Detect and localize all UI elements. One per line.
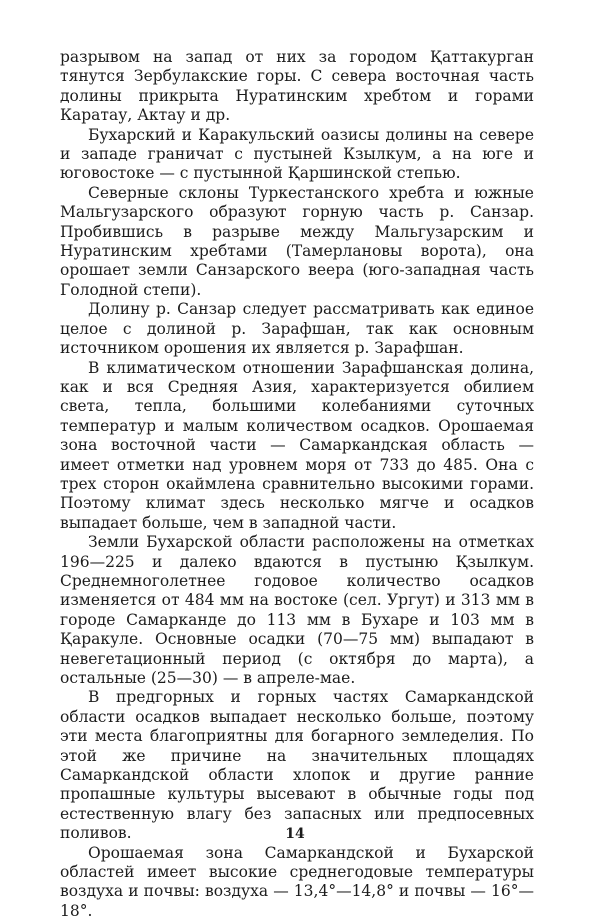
paragraph-2: Бухарский и Каракульский оазисы долины на севере и западе граничат с пустыней Кзылкум, а на юге и юговостоке — с пустынной Қаршинской степью. bbox=[60, 125, 534, 183]
paragraph-6: Земли Бухарской области расположены на отметках 196—225 и далеко вдаются в пустыню Қзылкум. Среднемноголетнее годовое количество осадков изменяется от 484 мм на востоке (сел. Ургут) и 313 мм в городе Самарканде до 113 мм в Бухаре и 103 мм в Қаракуле. Основные осадки (70—75 мм) выпадают в невегетационный период (с октября до марта), а остальные (25—30) — в апреле-мае. bbox=[60, 533, 534, 687]
page-body bbox=[60, 48, 534, 921]
paragraph-7: В предгорных и горных частях Самаркандской области осадков выпадает несколько больше, поэтому эти места благоприятны для богарного земледелия. По этой же причине на значительных площадях Самаркандской области хлопок и другие ранние пропашные культуры высевают в обычные годы под естественную влагу без запасных или предпосевных поливов. bbox=[60, 688, 534, 843]
paragraph-3: Северные склоны Туркестанского хребта и южные Мальгузарского образуют горную часть р. Санзар. Пробившись в разрыве между Мальгузарским и Нуратинским хребтами (Тамерлановы ворота), она орошает земли Санзарского веера (юго-западная часть Голодной степи). bbox=[60, 183, 534, 299]
page-number: 14 bbox=[285, 826, 305, 842]
paragraph-1: разрывом на запад от них за городом Қаттакурган тянутся Зербулакские горы. С севера восточная часть долины прикрыта Нуратинским хребтом и горами Каратау, Актау и др. bbox=[60, 48, 534, 125]
paragraph-8: Орошаемая зона Самаркандской и Бухарской областей имеет высокие среднегодовые температуры воздуха и почвы: воздуха — 13,4°—14,8° и почвы — 16°—18°. bbox=[60, 843, 534, 920]
paragraph-4: Долину р. Санзар следует рассматривать как единое целое с долиной р. Зарафшан, так как основным источником орошения их является р. Зарафшан. bbox=[60, 300, 534, 358]
paragraph-5: В климатическом отношении Зарафшанская долина, как и вся Средняя Азия, характеризуется обилием света, тепла, большими колебаниями суточных температур и малым количеством осадков. Орошаемая зона восточной части — Самаркандская область — имеет отметки над уровнем моря от 733 до 485. Она с трех сторон окаймлена сравнительно высокими горами. Поэтому климат здесь несколько мягче и осадков выпадает больше, чем в западной части. bbox=[60, 358, 534, 532]
